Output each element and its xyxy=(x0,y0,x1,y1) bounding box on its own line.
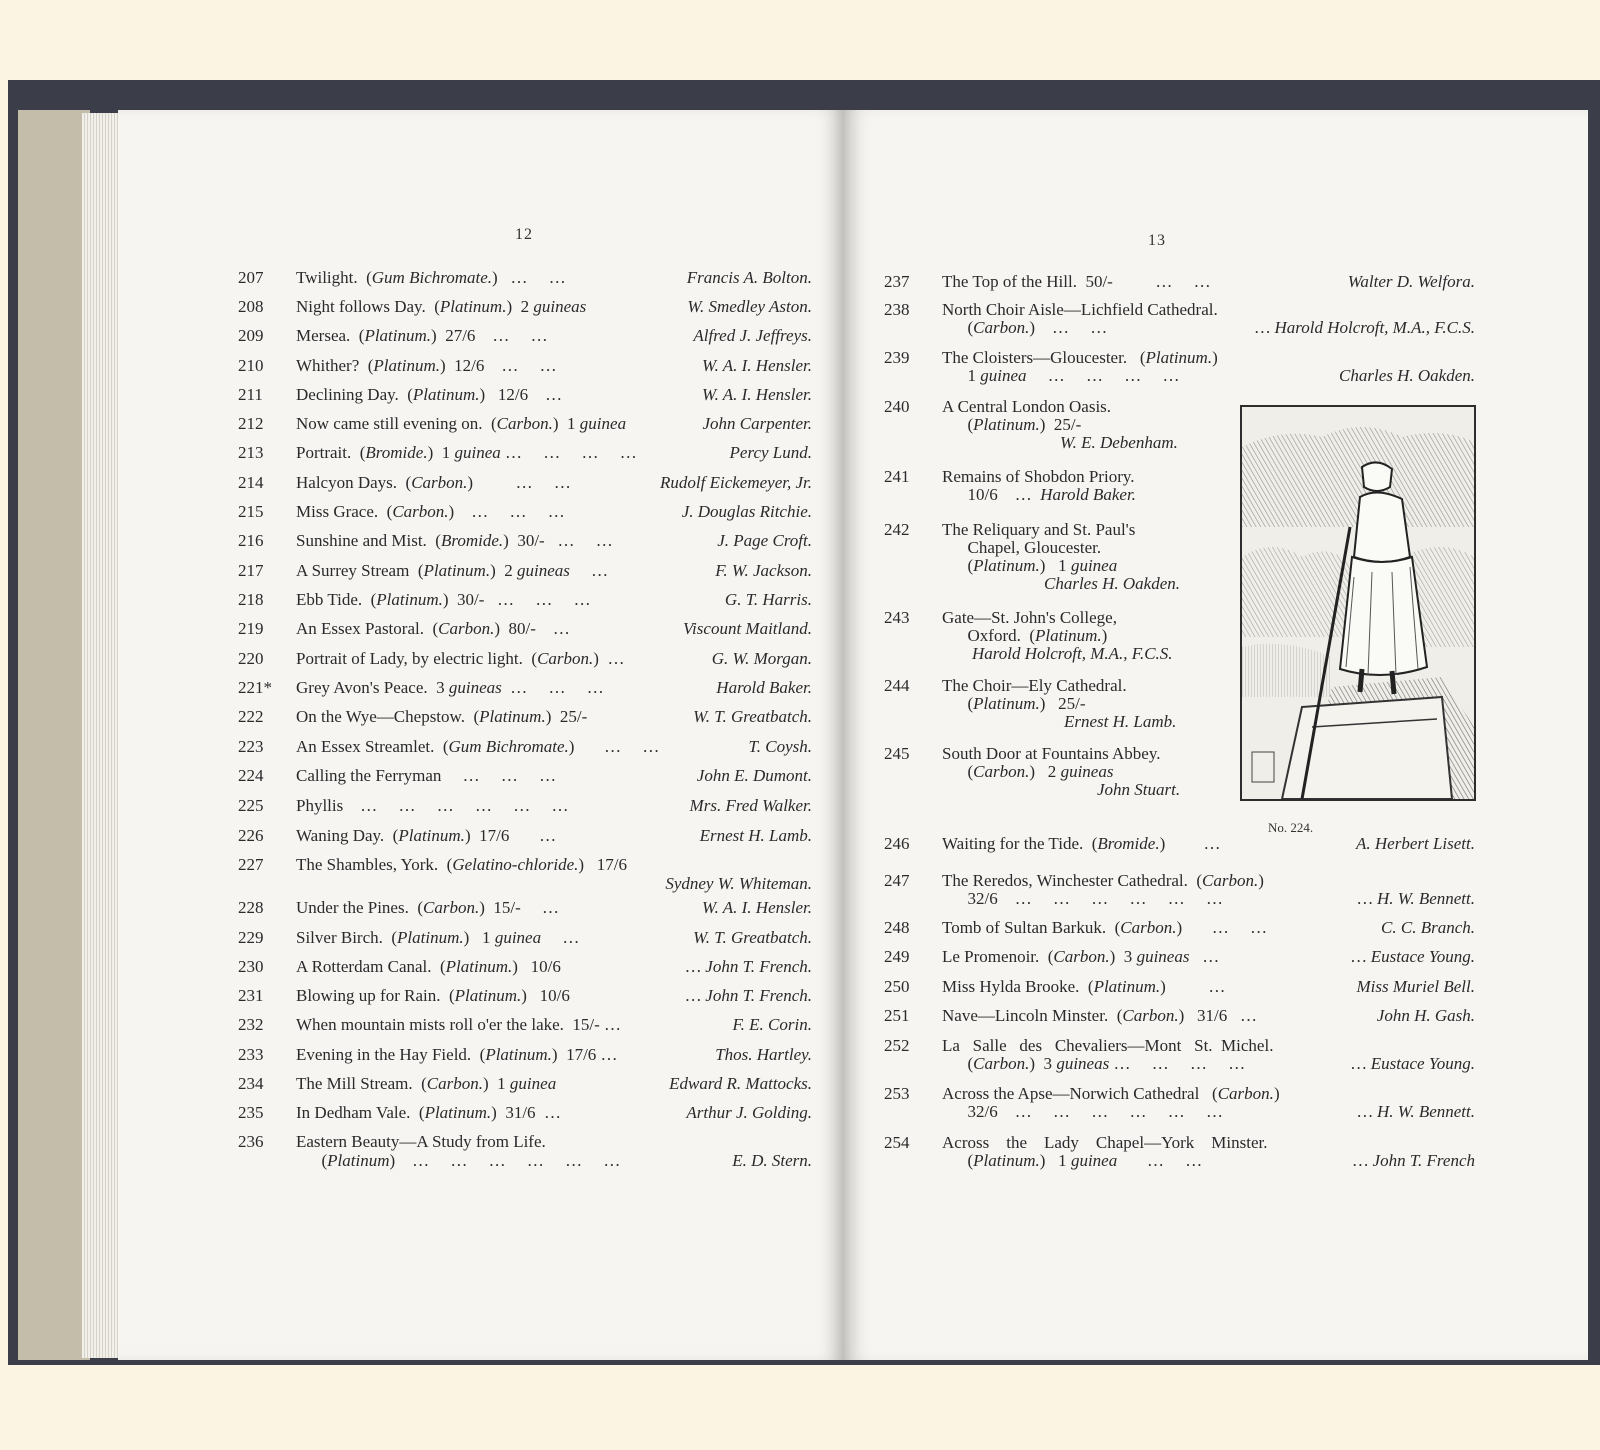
entry-italic-text: Gum Bichromate. xyxy=(371,268,493,287)
entry-text: ) 25/- xyxy=(545,707,588,726)
entry-text: Calling the Ferryman … … … xyxy=(296,766,557,785)
entry-italic-text: Carbon. xyxy=(438,619,495,638)
entry-number: 220 xyxy=(238,649,264,668)
entry-text: The Top of the Hill. 50/- … … xyxy=(942,272,1211,291)
entry-italic-text: Carbon. xyxy=(392,502,449,521)
entry-artist: W. A. I. Hensler. xyxy=(701,356,812,375)
entry-italic-text: Platinum. xyxy=(439,297,507,316)
entry-text: The Reredos, Winchester Cathedral. ( xyxy=(942,871,1203,890)
entry-title-line xyxy=(1064,712,1176,732)
entry-text: ) 1 xyxy=(483,1074,510,1093)
entry-artist: … John T. French xyxy=(1353,1151,1475,1170)
entry-text: ) … xyxy=(1160,977,1226,996)
entry-italic-text: Carbon. xyxy=(537,649,594,668)
entry-text: ) … … xyxy=(492,268,566,287)
entry-artist: … Harold Holcroft, M.A., F.C.S. xyxy=(1255,318,1475,337)
entry-text: Mersea. ( xyxy=(296,326,365,345)
entry-italic-text: guinea xyxy=(1070,556,1118,575)
entry-artist: … H. W. Bennett. xyxy=(1357,889,1475,908)
entry-text: ) 15/- … xyxy=(479,898,560,917)
entry-number: 222 xyxy=(238,707,264,726)
entry-artist: F. E. Corin. xyxy=(732,1015,812,1034)
entry-text: In Dedham Vale. ( xyxy=(296,1103,425,1122)
entry-text: Eastern Beauty—A Study from Life. xyxy=(296,1132,546,1151)
entry-number: 241 xyxy=(884,467,910,486)
entry-text: Phyllis … … … … … … xyxy=(296,796,569,815)
entry-text: Miss Grace. ( xyxy=(296,502,393,521)
entry-title-line xyxy=(942,348,1218,368)
entry-number: 219 xyxy=(238,619,264,638)
entry-artist: W. T. Greatbatch. xyxy=(693,707,812,726)
entry-text: Gate—St. John's College, xyxy=(942,608,1117,627)
entry-italic-text: Carbon. xyxy=(496,414,553,433)
entry-text: … … xyxy=(1117,1151,1203,1170)
illustration-drawing xyxy=(1242,407,1474,799)
entry-italic-text: Carbon. xyxy=(1217,1084,1274,1103)
entry-number: 253 xyxy=(884,1084,910,1103)
entry-text: ) xyxy=(1258,871,1264,890)
entry-text: ( xyxy=(942,762,974,781)
entry-text: ) 1 xyxy=(1039,1151,1071,1170)
entry-text: Across the Lady Chapel—York Minster. xyxy=(942,1133,1268,1152)
entry-number: 213 xyxy=(238,443,264,462)
entry-text: ) 1 xyxy=(463,928,495,947)
entry-artist: … Eustace Young. xyxy=(1351,947,1475,966)
entry-italic-text: Platinum. xyxy=(479,707,546,726)
entry-artist: Ernest H. Lamb. xyxy=(699,826,812,845)
entry-number: 233 xyxy=(238,1045,264,1064)
entry-title-line xyxy=(942,300,1218,320)
entry-italic-text: guinea xyxy=(579,414,627,433)
entry-title-line xyxy=(942,397,1111,417)
right-page-number: 13 xyxy=(1148,232,1166,249)
entry-italic-text: Gum Bichromate. xyxy=(448,737,569,756)
entry-number: 235 xyxy=(238,1103,264,1122)
entry-italic-text: Bromide. xyxy=(440,531,504,550)
entry-artist: W. T. Greatbatch. xyxy=(693,928,812,947)
entry-text: ( xyxy=(942,1151,974,1170)
entry-text: ) 27/6 … … xyxy=(431,326,548,345)
entry-text: Whither? ( xyxy=(296,356,374,375)
entry-number: 230 xyxy=(238,957,264,976)
entry-artist: Francis A. Bolton. xyxy=(686,268,812,287)
entry-italic-text: Carbon. xyxy=(1120,918,1177,937)
entry-number: 254 xyxy=(884,1133,910,1152)
entry-text: … xyxy=(541,928,580,947)
entry-title-line xyxy=(942,676,1127,696)
entry-italic-text: Platinum. xyxy=(1093,977,1161,996)
entry-artist: A. Herbert Lisett. xyxy=(1356,834,1475,853)
entry-number: 234 xyxy=(238,1074,264,1093)
entry-text: Le Promenoir. ( xyxy=(942,947,1054,966)
entry-italic-text: guinea xyxy=(1070,1151,1118,1170)
entry-italic-text: Platinum. xyxy=(485,1045,552,1064)
entry-text: ) 30/- … … xyxy=(503,531,613,550)
entry-title-line xyxy=(942,608,1117,628)
entry-number: 210 xyxy=(238,356,264,375)
entry-title-line xyxy=(1044,574,1180,594)
entry-number: 209 xyxy=(238,326,264,345)
entry-number: 245 xyxy=(884,744,910,763)
entry-italic-text: W. E. Debenham. xyxy=(1060,433,1178,452)
entry-title-line xyxy=(942,744,1160,764)
entry-italic-text: Platinum. xyxy=(423,561,491,580)
entry-italic-text: Platinum. xyxy=(1145,348,1213,367)
entry-text: ) 10/6 xyxy=(512,957,561,976)
entry-title-line xyxy=(942,520,1135,540)
entry-text: ) 1 xyxy=(427,443,455,462)
entry-artist: Miss Muriel Bell. xyxy=(1356,977,1475,996)
entry-artist: Harold Baker. xyxy=(716,678,812,697)
entry-italic-text: John Stuart. xyxy=(1097,780,1181,799)
entry-italic-text: Platinum. xyxy=(373,356,440,375)
entry-italic-text: Carbon. xyxy=(973,318,1030,337)
entry-text: ) 25/- xyxy=(1039,694,1086,713)
entry-text: Grey Avon's Peace. 3 xyxy=(296,678,449,697)
entry-text: The Mill Stream. ( xyxy=(296,1074,427,1093)
entry-number: 244 xyxy=(884,676,910,695)
entry-italic-text: Carbon. xyxy=(1202,871,1259,890)
entry-title-line xyxy=(942,467,1135,487)
entry-italic-text: Platinum xyxy=(327,1151,390,1170)
entry-text: Portrait. ( xyxy=(296,443,366,462)
entry-number: 211 xyxy=(238,385,263,404)
entry-italic-text: Bromide. xyxy=(365,443,428,462)
entry-number: 246 xyxy=(884,834,910,853)
entry-italic-text: guineas xyxy=(517,561,570,580)
entry-text: Evening in the Hay Field. ( xyxy=(296,1045,486,1064)
entry-title-line xyxy=(942,694,1086,714)
entry-text: Miss Hylda Brooke. ( xyxy=(942,977,1094,996)
entry-italic-text: Platinum. xyxy=(445,957,513,976)
entry-artist: W. Smedley Aston. xyxy=(687,297,812,316)
entry-number: 208 xyxy=(238,297,264,316)
entry-italic-text: Carbon. xyxy=(973,1054,1030,1073)
entry-italic-text: Carbon. xyxy=(423,898,480,917)
entry-italic-text: Platinum. xyxy=(1035,626,1102,645)
entry-italic-text: Platinum. xyxy=(398,826,465,845)
entry-text: … xyxy=(569,561,609,580)
entry-italic-text: Platinum. xyxy=(412,385,480,404)
entry-artist: … John T. French. xyxy=(685,957,812,976)
entry-text: La Salle des Chevaliers—Mont St. Michel. xyxy=(942,1036,1274,1055)
entry-number: 248 xyxy=(884,918,910,937)
entry-text: ) … … … xyxy=(448,502,565,521)
left-page-number: 12 xyxy=(515,226,533,243)
entry-text: ) … … xyxy=(1029,318,1108,337)
entry-text: A Central London Oasis. xyxy=(942,397,1112,416)
entry-title-line xyxy=(942,1084,1280,1104)
entry-text: Nave—Lincoln Minster. ( xyxy=(942,1006,1123,1025)
entry-number: 251 xyxy=(884,1006,910,1025)
entry-text: ) … … xyxy=(467,473,571,492)
entry-title-line xyxy=(942,1133,1268,1153)
entry-title-line xyxy=(296,1132,546,1152)
entry-text: The Choir—Ely Cathedral. xyxy=(942,676,1127,695)
entry-text: The Cloisters—Gloucester. ( xyxy=(942,348,1146,367)
entry-number: 250 xyxy=(884,977,910,996)
entry-text: ) 30/- … … … xyxy=(442,590,591,609)
entry-number: 216 xyxy=(238,531,264,550)
entry-italic-text: guineas xyxy=(1136,947,1190,966)
entry-text: ) 31/6 … xyxy=(1178,1006,1257,1025)
entry-italic-text: Bromide. xyxy=(1097,834,1160,853)
entry-text: ) … xyxy=(1159,834,1221,853)
entry-text: Chapel, Gloucester. xyxy=(942,538,1102,557)
entry-number: 242 xyxy=(884,520,910,539)
entry-title-line xyxy=(942,415,1081,435)
entry-number: 218 xyxy=(238,590,264,609)
entry-number: 231 xyxy=(238,986,264,1005)
entry-text: … … … xyxy=(501,678,604,697)
entry-artist: Percy Lund. xyxy=(729,443,812,462)
entry-artist: Viscount Maitland. xyxy=(682,619,812,638)
entry-artist: John H. Gash. xyxy=(1376,1006,1475,1025)
entry-artist: Arthur J. Golding. xyxy=(686,1103,812,1122)
entry-title-line xyxy=(942,485,1136,505)
entry-artist: J. Douglas Ritchie. xyxy=(681,502,812,521)
entry-text: ) … … … … … … xyxy=(389,1151,621,1170)
entry-artist: T. Coysh. xyxy=(748,737,812,756)
entry-number: 207 xyxy=(238,268,264,287)
entry-italic-text: Ernest H. Lamb. xyxy=(1064,712,1177,731)
entry-italic-text: guinea xyxy=(494,928,542,947)
entry-text: ) xyxy=(1273,1084,1280,1103)
entry-number: 232 xyxy=(238,1015,264,1034)
entry-artist: C. C. Branch. xyxy=(1381,918,1475,937)
entry-text: ( xyxy=(942,1054,974,1073)
entry-text: An Essex Streamlet. ( xyxy=(296,737,449,756)
entry-text: ) 80/- … xyxy=(494,619,570,638)
entry-number: 225 xyxy=(238,796,264,815)
entry-artist: Charles H. Oakden. xyxy=(1339,366,1475,385)
entry-number: 212 xyxy=(238,414,264,433)
entry-text: Blowing up for Rain. ( xyxy=(296,986,455,1005)
entry-text: A Rotterdam Canal. ( xyxy=(296,957,446,976)
entry-text: ( xyxy=(942,415,974,434)
entry-number: 229 xyxy=(238,928,264,947)
entry-text: ) xyxy=(1101,626,1108,645)
entry-text: ) 17/6 … xyxy=(551,1045,618,1064)
entry-text: A Surrey Stream ( xyxy=(296,561,424,580)
entry-text: ) 12/6 … xyxy=(479,385,563,404)
entry-title-line xyxy=(296,855,627,875)
entry-italic-text: Carbon. xyxy=(1122,1006,1179,1025)
entry-title-line xyxy=(942,626,1107,646)
entry-italic-text: guineas xyxy=(1060,762,1114,781)
entry-text: ) 17/6 … xyxy=(464,826,557,845)
entry-artist: Thos. Hartley. xyxy=(715,1045,812,1064)
entry-artist: … H. W. Bennett. xyxy=(1357,1102,1475,1121)
entry-text: … … … … xyxy=(500,443,637,462)
entry-text: Under the Pines. ( xyxy=(296,898,424,917)
entry-text: ) … … xyxy=(1176,918,1268,937)
entry-italic-text: Carbon. xyxy=(973,762,1030,781)
entry-italic-text: Platinum. xyxy=(973,1151,1040,1170)
entry-text: ) 31/6 … xyxy=(491,1103,562,1122)
entry-text: ) … … xyxy=(568,737,660,756)
entry-text: ) 3 xyxy=(1109,947,1137,966)
entry-number: 221* xyxy=(238,678,272,697)
entry-text: An Essex Pastoral. ( xyxy=(296,619,439,638)
entry-text: South Door at Fountains Abbey. xyxy=(942,744,1161,763)
entry-italic-text: Harold Baker. xyxy=(1040,485,1136,504)
entry-text: ( xyxy=(942,556,974,575)
entry-text: When mountain mists roll o'er the lake. 15/- … xyxy=(296,1015,622,1034)
entry-number: 236 xyxy=(238,1132,264,1151)
entry-italic-text: Charles H. Oakden. xyxy=(1044,574,1180,593)
entry-text: ) 25/- xyxy=(1039,415,1082,434)
entry-italic-text: Platinum. xyxy=(376,590,443,609)
entry-text: Across the Apse—Norwich Cathedral ( xyxy=(942,1084,1218,1103)
entry-artist: Alfred J. Jeffreys. xyxy=(693,326,812,345)
entry-number: 247 xyxy=(884,871,910,890)
entry-number: 215 xyxy=(238,502,264,521)
entry-text: 32/6 … … … … … … xyxy=(942,889,1223,908)
entry-italic-text: Carbon. xyxy=(411,473,468,492)
entry-text: 1 xyxy=(942,366,981,385)
entry-text: Tomb of Sultan Barkuk. ( xyxy=(942,918,1121,937)
entry-artist: E. D. Stern. xyxy=(732,1151,812,1170)
entry-text: Oxford. ( xyxy=(942,626,1036,645)
entry-text: Remains of Shobdon Priory. xyxy=(942,467,1135,486)
entry-text: … … … … xyxy=(1026,366,1180,385)
entry-title-line xyxy=(1060,433,1178,453)
entry-italic-text: Platinum. xyxy=(397,928,464,947)
entry-artist: Walter D. Welfora. xyxy=(1347,272,1475,291)
entry-italic-text: guineas xyxy=(1056,1054,1110,1073)
entry-title-line xyxy=(942,871,1264,891)
entry-number: 237 xyxy=(884,272,910,291)
entry-italic-text: guinea xyxy=(454,443,501,462)
entry-text: ) 3 xyxy=(1029,1054,1057,1073)
entry-title-line xyxy=(942,556,1117,576)
entry-artist: J. Page Croft. xyxy=(717,531,812,550)
entry-number: 224 xyxy=(238,766,264,785)
entry-italic-text: Carbon. xyxy=(426,1074,483,1093)
entry-artist: G. W. Morgan. xyxy=(711,649,812,668)
entry-text: Silver Birch. ( xyxy=(296,928,398,947)
entry-italic-text: guineas xyxy=(448,678,502,697)
entry-text: ) 2 xyxy=(506,297,534,316)
entry-artist: Sydney W. Whiteman. xyxy=(665,874,812,893)
entry-artist: Edward R. Mattocks. xyxy=(669,1074,812,1093)
entry-number: 243 xyxy=(884,608,910,627)
page-edges xyxy=(82,113,122,1358)
entry-text: … … … … xyxy=(1109,1054,1246,1073)
entry-text: ( xyxy=(296,1151,328,1170)
entry-title-line xyxy=(972,644,1173,664)
entry-text: ) 12/6 … … xyxy=(440,356,557,375)
entry-text: ) 10/6 xyxy=(521,986,570,1005)
entry-text: 32/6 … … … … … … xyxy=(942,1102,1223,1121)
entry-italic-text: Platinum. xyxy=(454,986,522,1005)
entry-text: Ebb Tide. ( xyxy=(296,590,377,609)
entry-number: 228 xyxy=(238,898,264,917)
entry-number: 226 xyxy=(238,826,264,845)
entry-text: The Shambles, York. ( xyxy=(296,855,453,874)
entry-text: North Choir Aisle—Lichfield Cathedral. xyxy=(942,300,1218,319)
entry-text: Halcyon Days. ( xyxy=(296,473,412,492)
entry-italic-text: Carbon. xyxy=(1053,947,1110,966)
entry-text: Portrait of Lady, by electric light. ( xyxy=(296,649,538,668)
entry-number: 239 xyxy=(884,348,910,367)
entry-text: ) 2 xyxy=(1029,762,1061,781)
entry-title-line xyxy=(942,762,1113,782)
entry-text: Twilight. ( xyxy=(296,268,372,287)
entry-italic-text: guinea xyxy=(980,366,1027,385)
entry-title-line xyxy=(1097,780,1180,800)
entry-artist: John E. Dumont. xyxy=(696,766,812,785)
entry-text: … xyxy=(1189,947,1220,966)
illustration-woman-on-punt xyxy=(1240,405,1476,801)
entry-artist: G. T. Harris. xyxy=(724,590,812,609)
entry-text: Waning Day. ( xyxy=(296,826,399,845)
entry-text: Night follows Day. ( xyxy=(296,297,440,316)
entry-title-line xyxy=(942,538,1101,558)
entry-text: 10/6 … xyxy=(942,485,1041,504)
illustration-caption: No. 224. xyxy=(1268,820,1314,835)
entry-number: 214 xyxy=(238,473,264,492)
entry-artist: Rudolf Eickemeyer, Jr. xyxy=(660,473,812,492)
entry-text: On the Wye—Chepstow. ( xyxy=(296,707,480,726)
entry-text: Waiting for the Tide. ( xyxy=(942,834,1098,853)
entry-number: 252 xyxy=(884,1036,910,1055)
entry-italic-text: guineas xyxy=(533,297,587,316)
right-page xyxy=(844,110,1588,1360)
entry-text: ) 17/6 xyxy=(578,855,628,874)
entry-italic-text: Platinum. xyxy=(973,556,1040,575)
entry-italic-text: Platinum. xyxy=(973,415,1040,434)
book-cover-edge xyxy=(18,110,90,1360)
entry-italic-text: Platinum. xyxy=(364,326,432,345)
entry-artist: … Eustace Young. xyxy=(1351,1054,1475,1073)
entry-italic-text: guinea xyxy=(509,1074,557,1093)
entry-italic-text: Platinum. xyxy=(424,1103,492,1122)
entry-text: ( xyxy=(942,318,974,337)
entry-text: ) xyxy=(1212,348,1218,367)
entry-number: 217 xyxy=(238,561,264,580)
entry-number: 238 xyxy=(884,300,910,319)
entry-italic-text: Platinum. xyxy=(973,694,1040,713)
entry-text: Declining Day. ( xyxy=(296,385,413,404)
entry-text: ) 1 xyxy=(1039,556,1071,575)
entry-number: 227 xyxy=(238,855,264,874)
entry-text: The Reliquary and St. Paul's xyxy=(942,520,1136,539)
entry-italic-text: Gelatino-chloride. xyxy=(452,855,579,874)
entry-number: 223 xyxy=(238,737,264,756)
entry-text: Sunshine and Mist. ( xyxy=(296,531,441,550)
entry-italic-text: Harold Holcroft, M.A., F.C.S. xyxy=(972,644,1173,663)
entry-artist: Mrs. Fred Walker. xyxy=(689,796,812,815)
entry-text: ) … xyxy=(593,649,625,668)
entry-artist: … John T. French. xyxy=(685,986,812,1005)
entry-artist: W. A. I. Hensler. xyxy=(701,898,812,917)
entry-number: 240 xyxy=(884,397,910,416)
entry-text: ( xyxy=(942,694,974,713)
entry-artist: F. W. Jackson. xyxy=(715,561,812,580)
entry-text: ) 2 xyxy=(490,561,517,580)
entry-artist: John Carpenter. xyxy=(702,414,812,433)
entry-artist: W. A. I. Hensler. xyxy=(701,385,812,404)
entry-text: ) 1 xyxy=(552,414,580,433)
entry-number: 249 xyxy=(884,947,910,966)
entry-title-line xyxy=(942,1036,1273,1056)
entry-text: Now came still evening on. ( xyxy=(296,414,497,433)
